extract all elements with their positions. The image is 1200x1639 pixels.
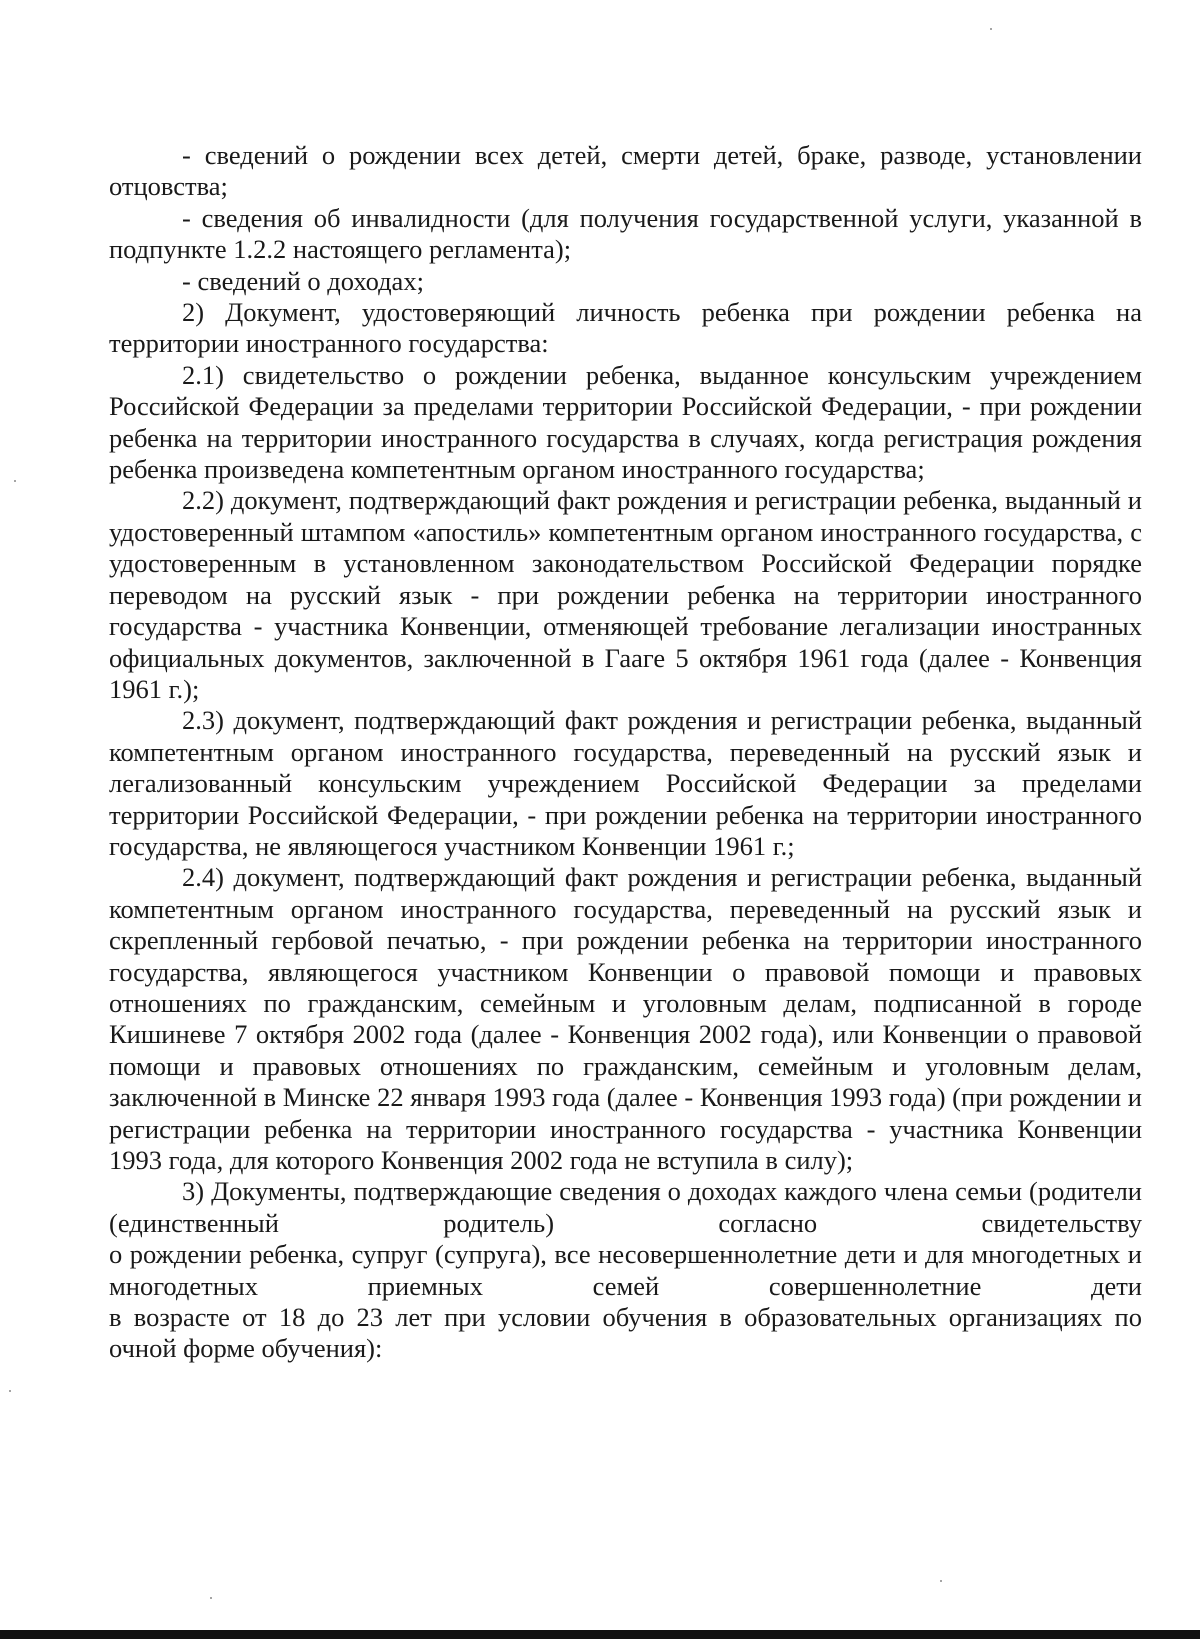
document-body	[109, 140, 1142, 1365]
paragraph-item-2: 2) Документ, удостоверяющий личность ребенка при рождении ребенка на территории иностранного государства:	[109, 297, 1142, 359]
scan-speck	[9, 1390, 11, 1392]
scan-speck	[210, 1597, 212, 1599]
paragraph-disability-info: - сведения об инвалидности (для получения государственной услуги, указанной в подпункте 1.2.2 настоящего регламента);	[109, 202, 1142, 265]
paragraph-item-2-4: 2.4) документ, подтверждающий факт рождения и регистрации ребенка, выданный компетентным органом иностранного государства, переведенный на русский язык и скрепленный гербовой печатью, - при рождении ребенка на территории иностранного государства, являющегося участником Конвенции о правовой помощи и правовых отношениях по гражданским, семейным и уголовным делам, подписанной в городе Кишиневе 7 октября 2002 года (далее - Конвенция 2002 года), или Конвенции о правовой помощи и правовых отношениях по гражданским, семейным и уголовным делам, заключенной в Минске 22 января 1993 года (далее - Конвенция 1993 года) (при рождении и регистрации ребенка на территории иностранного государства - участника Конвенции 1993 года, для которого Конвенция 2002 года не вступила в силу);	[109, 862, 1142, 1175]
paragraph-birth-info: - сведений о рождении всех детей, смерти детей, браке, разводе, установлении отцовства;	[109, 140, 1142, 202]
paragraph-item-3-end: в возрасте от 18 до 23 лет при условии обучения в образовательных организациях по очной форме обучения):	[109, 1302, 1142, 1364]
scan-speck	[940, 1580, 942, 1582]
paragraph-item-2-1: 2.1) свидетельство о рождении ребенка, выданное консульским учреждением Российской Федерации за пределами территории Российской Федерации, - при рождении ребенка на территории иностранного государства в случаях, когда регистрация рождения ребенка произведена компетентным органом иностранного государства;	[109, 359, 1142, 485]
scan-speck	[14, 480, 16, 482]
paragraph-item-2-3: 2.3) документ, подтверждающий факт рождения и регистрации ребенка, выданный компетентным органом иностранного государства, переведенный на русский язык и легализованный консульским учреждением Российской Федерации за пределами территории Российской Федерации, - при рождении ребенка на территории иностранного государства, не являющегося участником Конвенции 1961 г.;	[109, 705, 1142, 861]
scan-edge-bar	[0, 1630, 1200, 1639]
paragraph-item-3-continued: о рождении ребенка, супруг (супруга), все несовершеннолетние дети и для многодетных и многодетных приемных семей совершеннолетние дети	[109, 1239, 1142, 1301]
scan-speck	[990, 28, 992, 30]
paragraph-item-2-2: 2.2) документ, подтверждающий факт рождения и регистрации ребенка, выданный и удостоверенный штампом «апостиль» компетентным органом иностранного государства, с удостоверенным в установленном законодательством Российской Федерации порядке переводом на русский язык - при рождении ребенка на территории иностранного государства - участника Конвенции, отменяющей требование легализации иностранных официальных документов, заключенной в Гааге 5 октября 1961 года (далее - Конвенция 1961 г.);	[109, 485, 1142, 704]
paragraph-item-3: 3) Документы, подтверждающие сведения о доходах каждого члена семьи (родители (единственный родитель) согласно свидетельству	[109, 1176, 1142, 1238]
paragraph-income-info: - сведений о доходах;	[182, 265, 424, 296]
